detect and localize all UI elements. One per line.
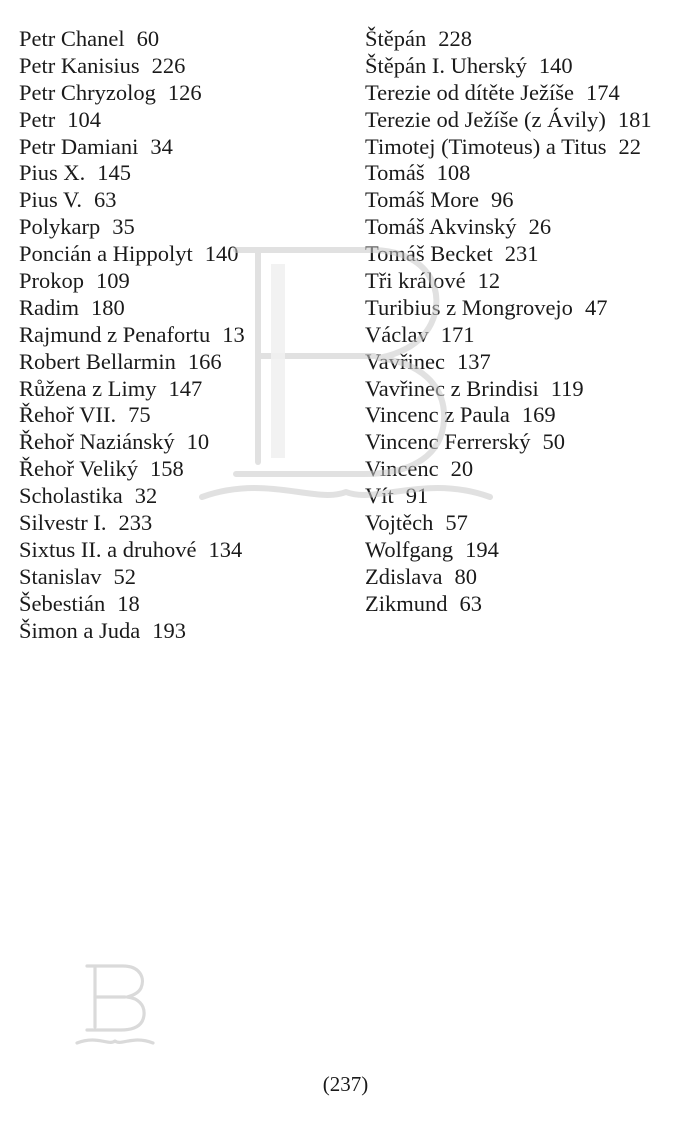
page-reference: 26 — [528, 214, 552, 240]
index-entry — [19, 510, 349, 537]
page-reference: 32 — [134, 483, 158, 509]
saint-name: Vavřinec z Brindisi — [365, 375, 539, 401]
index-entry — [19, 53, 349, 80]
index-entry — [19, 214, 349, 241]
index-entry — [19, 134, 349, 161]
page-reference: 119 — [550, 375, 584, 401]
page-reference: 193 — [152, 617, 186, 643]
index-entry — [19, 26, 349, 53]
saint-name: Tomáš Akvinský — [365, 214, 517, 240]
index-entry — [365, 295, 685, 322]
page-reference: 137 — [456, 348, 491, 374]
page-reference: 140 — [538, 52, 573, 78]
saint-name: Vincenc — [365, 456, 439, 482]
page-reference: 20 — [450, 456, 474, 482]
page-reference: 145 — [97, 160, 132, 186]
saint-name: Řehoř VII. — [19, 402, 117, 428]
saint-name: Zikmund — [365, 590, 448, 616]
saint-name: Terezie od Ježíše (z Ávily) — [365, 106, 606, 132]
saint-name: Pius X. — [19, 160, 86, 186]
saint-name: Silvestr I. — [19, 510, 107, 536]
index-entry — [365, 402, 685, 429]
index-entry — [365, 160, 685, 187]
index-column-left — [19, 26, 349, 644]
saint-name: Vincenc Ferrerský — [365, 429, 531, 455]
saint-name: Řehoř Veliký — [19, 456, 138, 482]
saint-name: Václav — [365, 321, 429, 347]
b-monogram-logo-icon — [75, 955, 155, 1050]
index-entry — [365, 322, 685, 349]
saint-name: Petr Damiani — [19, 133, 139, 159]
saint-name: Timotej (Timoteus) a Titus — [365, 133, 607, 159]
page-reference: 52 — [113, 563, 136, 589]
index-entry — [365, 376, 685, 403]
saint-name: Tomáš More — [365, 187, 480, 213]
page-reference: 108 — [436, 160, 471, 186]
saint-name: Poncián a Hippolyt — [19, 241, 193, 267]
page-reference: 47 — [584, 294, 608, 320]
page-reference: 233 — [118, 510, 153, 536]
index-entry — [19, 591, 349, 618]
index-entry — [19, 322, 349, 349]
saint-name: Šimon a Juda — [19, 617, 141, 643]
index-entry — [19, 349, 349, 376]
saint-name: Wolfgang — [365, 536, 454, 562]
index-entry — [19, 483, 349, 510]
index-entry — [365, 456, 685, 483]
index-entry — [365, 564, 685, 591]
saint-name: Štěpán I. Uherský — [365, 52, 527, 78]
page-reference: 180 — [91, 294, 125, 320]
saint-name: Tomáš — [365, 160, 425, 186]
page-reference: 171 — [440, 321, 475, 347]
index-entry — [365, 53, 685, 80]
index-entry — [19, 80, 349, 107]
page-reference: 158 — [149, 456, 184, 482]
page-reference: 50 — [542, 429, 565, 455]
page-reference: 18 — [117, 590, 140, 616]
index-entry — [365, 214, 685, 241]
page-reference: 140 — [204, 241, 239, 267]
page-reference: 96 — [491, 187, 514, 213]
page-reference: 228 — [438, 26, 472, 51]
saint-name: Vavřinec — [365, 348, 445, 374]
saint-name: Štěpán — [365, 26, 427, 51]
page-reference: 10 — [186, 429, 210, 455]
index-entry — [365, 349, 685, 376]
index-entry — [365, 429, 685, 456]
index-entry — [365, 107, 685, 134]
page-reference: 75 — [128, 402, 151, 428]
saint-name: Tomáš Becket — [365, 241, 493, 267]
page-reference: 12 — [477, 268, 501, 294]
page-reference: 80 — [454, 563, 477, 589]
index-entry — [365, 483, 685, 510]
index-entry — [19, 618, 349, 645]
saint-name: Vít — [365, 483, 394, 509]
saint-name: Růžena z Limy — [19, 375, 157, 401]
saint-name: Tři králové — [365, 268, 466, 294]
saint-name: Petr Chryzolog — [19, 79, 156, 105]
index-entry — [365, 187, 685, 214]
index-entry — [365, 134, 685, 161]
saint-name: Šebestián — [19, 590, 106, 616]
saint-name: Petr Chanel — [19, 26, 125, 51]
index-entry — [19, 456, 349, 483]
index-entry — [19, 537, 349, 564]
page-reference: 166 — [187, 348, 222, 374]
saint-name: Sixtus II. a druhové — [19, 536, 197, 562]
page-reference: 226 — [151, 52, 186, 78]
index-entry — [365, 241, 685, 268]
saint-name: Terezie od dítěte Ježíše — [365, 79, 574, 105]
index-entry — [365, 537, 685, 564]
page-reference: 91 — [405, 483, 429, 509]
saint-name: Polykarp — [19, 214, 101, 240]
page-reference: 194 — [465, 536, 499, 562]
page-reference: 60 — [136, 26, 160, 51]
page-reference: 57 — [445, 510, 468, 536]
saint-name: Petr — [19, 106, 56, 132]
index-entry — [19, 564, 349, 591]
page-reference: 104 — [67, 106, 101, 132]
saint-name: Stanislav — [19, 563, 102, 589]
page-reference: 63 — [93, 187, 117, 213]
index-entry — [365, 510, 685, 537]
page-reference: 126 — [167, 79, 202, 105]
index-column-right — [365, 26, 685, 618]
index-entry — [19, 160, 349, 187]
index-entry — [19, 268, 349, 295]
page-reference: 34 — [150, 133, 173, 159]
saint-name: Petr Kanisius — [19, 52, 140, 78]
index-entry — [19, 295, 349, 322]
page-reference: 231 — [504, 241, 539, 267]
index-entry — [19, 107, 349, 134]
page-reference: 134 — [208, 536, 243, 562]
saint-name: Robert Bellarmin — [19, 348, 176, 374]
page-number: (237) — [322, 1072, 369, 1096]
page-reference: 63 — [459, 590, 482, 616]
index-entry — [365, 591, 685, 618]
index-entry — [19, 241, 349, 268]
saint-name: Turibius z Mongrovejo — [365, 294, 573, 320]
index-entry — [365, 268, 685, 295]
saint-name: Prokop — [19, 268, 85, 294]
saint-name: Pius V. — [19, 187, 82, 213]
saint-name: Řehoř Naziánský — [19, 429, 175, 455]
page-reference: 35 — [112, 214, 135, 240]
saint-name: Zdislava — [365, 563, 443, 589]
saint-name: Vojtěch — [365, 510, 434, 536]
index-entry — [19, 429, 349, 456]
index-entry — [365, 26, 685, 53]
page-reference: 109 — [96, 268, 130, 294]
page-reference: 13 — [222, 321, 245, 347]
page-reference: 22 — [618, 133, 642, 159]
index-entry — [365, 80, 685, 107]
saint-name: Scholastika — [19, 483, 123, 509]
page-reference: 174 — [585, 79, 620, 105]
page-reference: 147 — [168, 375, 203, 401]
index-entry — [19, 402, 349, 429]
saint-name: Vincenc z Paula — [365, 402, 510, 428]
page-reference: 169 — [521, 402, 556, 428]
saint-name: Rajmund z Penafortu — [19, 321, 211, 347]
page-reference: 181 — [617, 106, 652, 132]
index-entry — [19, 376, 349, 403]
index-entry — [19, 187, 349, 214]
saint-name: Radim — [19, 294, 79, 320]
